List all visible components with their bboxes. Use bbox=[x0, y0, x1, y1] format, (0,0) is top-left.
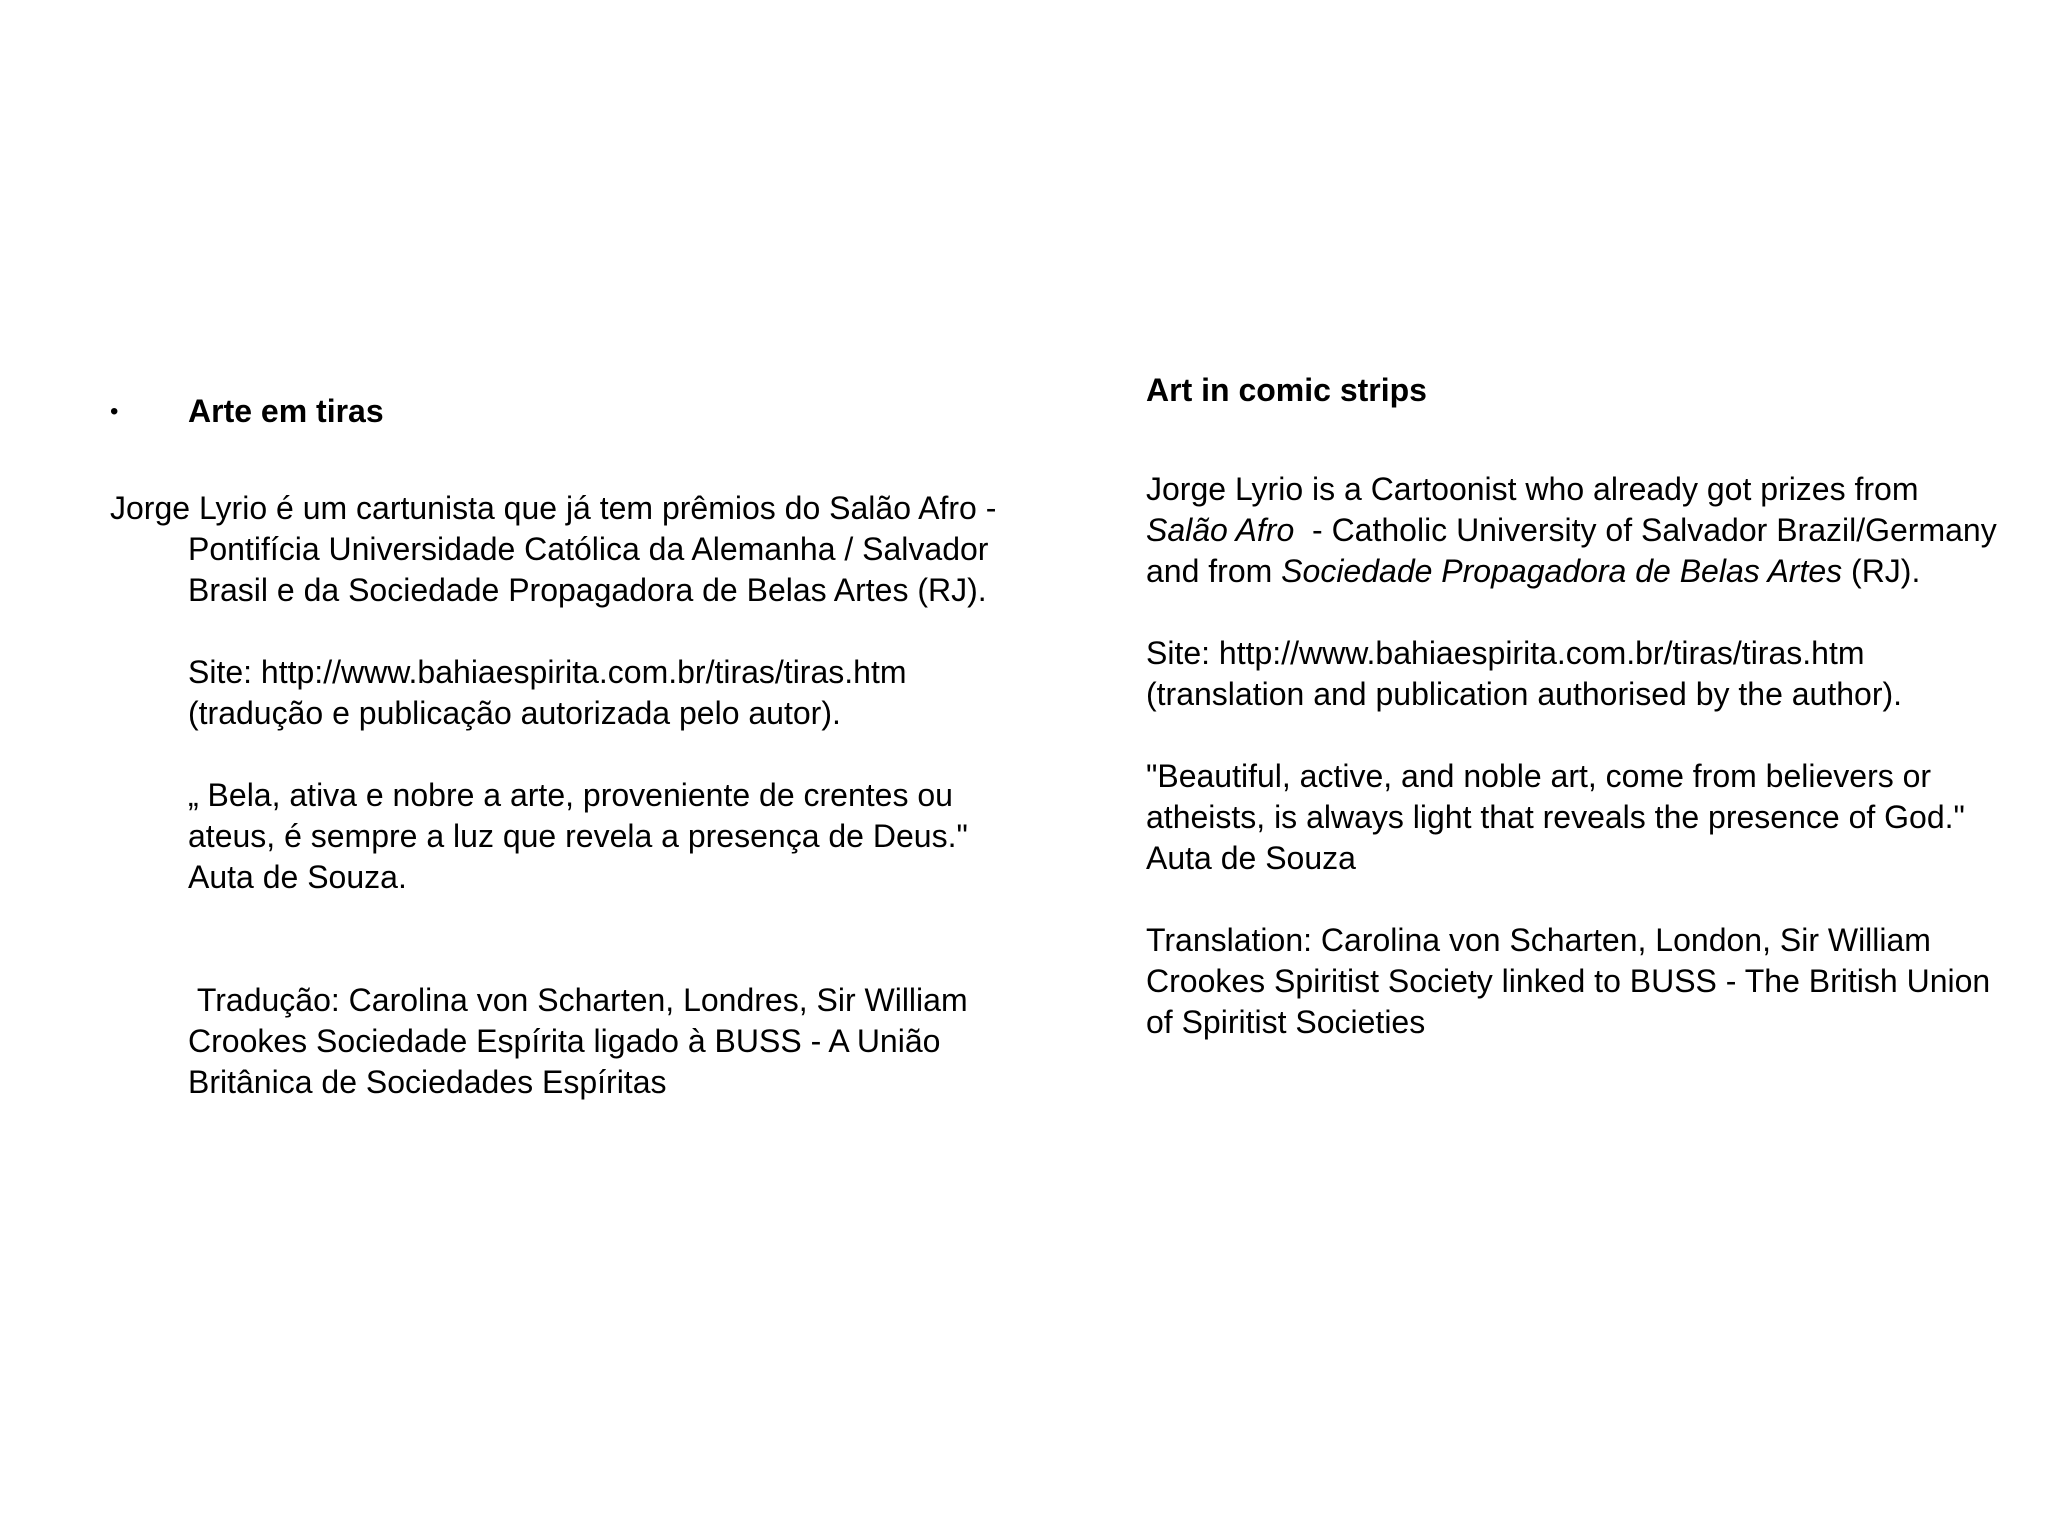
sociedade-name: Sociedade Propagadora de Belas Artes bbox=[1281, 553, 1843, 589]
english-site-paragraph: Site: http://www.bahiaespirita.com.br/tiras/tiras.htm (translation and publication authorised by the author). bbox=[1146, 635, 1903, 712]
portuguese-quote-paragraph: „ Bela, ativa e nobre a arte, proveniente de crentes ou ateus, é sempre a luz que revela a presença de Deus." Auta de Souza. bbox=[188, 777, 968, 895]
english-intro-paragraph bbox=[1146, 469, 2006, 592]
english-intro-part3: (RJ). bbox=[1842, 553, 1921, 589]
english-column bbox=[1146, 370, 2006, 1043]
portuguese-translation-credit: Tradução: Carolina von Scharten, Londres, Sir William Crookes Sociedade Espírita ligado à BUSS - A União Britânica de Sociedades Espíritas bbox=[188, 982, 977, 1100]
portuguese-site-paragraph: Site: http://www.bahiaespirita.com.br/tiras/tiras.htm (tradução e publicação autorizada pelo autor). bbox=[188, 654, 907, 731]
bullet-point: • bbox=[110, 398, 119, 425]
left-heading-row bbox=[110, 391, 1010, 432]
english-quote-paragraph: "Beautiful, active, and noble art, come from believers or atheists, is always light that reveals the presence of God." Auta de Souza bbox=[1146, 758, 1965, 876]
english-translation-credit: Translation: Carolina von Scharten, London, Sir William Crookes Spiritist Society linked to BUSS - The British Union of Spiritist Societies bbox=[1146, 922, 1991, 1040]
salao-afro-name: Salão Afro bbox=[1146, 512, 1295, 548]
portuguese-column bbox=[110, 391, 1010, 1103]
portuguese-heading: Arte em tiras bbox=[188, 393, 384, 429]
portuguese-intro-paragraph: Jorge Lyrio é um cartunista que já tem prêmios do Salão Afro - Pontifícia Universidade Católica da Alemanha / Salvador Brasil e da Sociedade Propagadora de Belas Artes (RJ). bbox=[110, 490, 997, 608]
english-intro-part2: - Catholic University of Salvador Brazil/Germany and from bbox=[1146, 512, 2006, 589]
english-heading: Art in comic strips bbox=[1146, 372, 1427, 408]
english-intro-part1: Jorge Lyrio is a Cartoonist who already got prizes from bbox=[1146, 471, 1928, 507]
